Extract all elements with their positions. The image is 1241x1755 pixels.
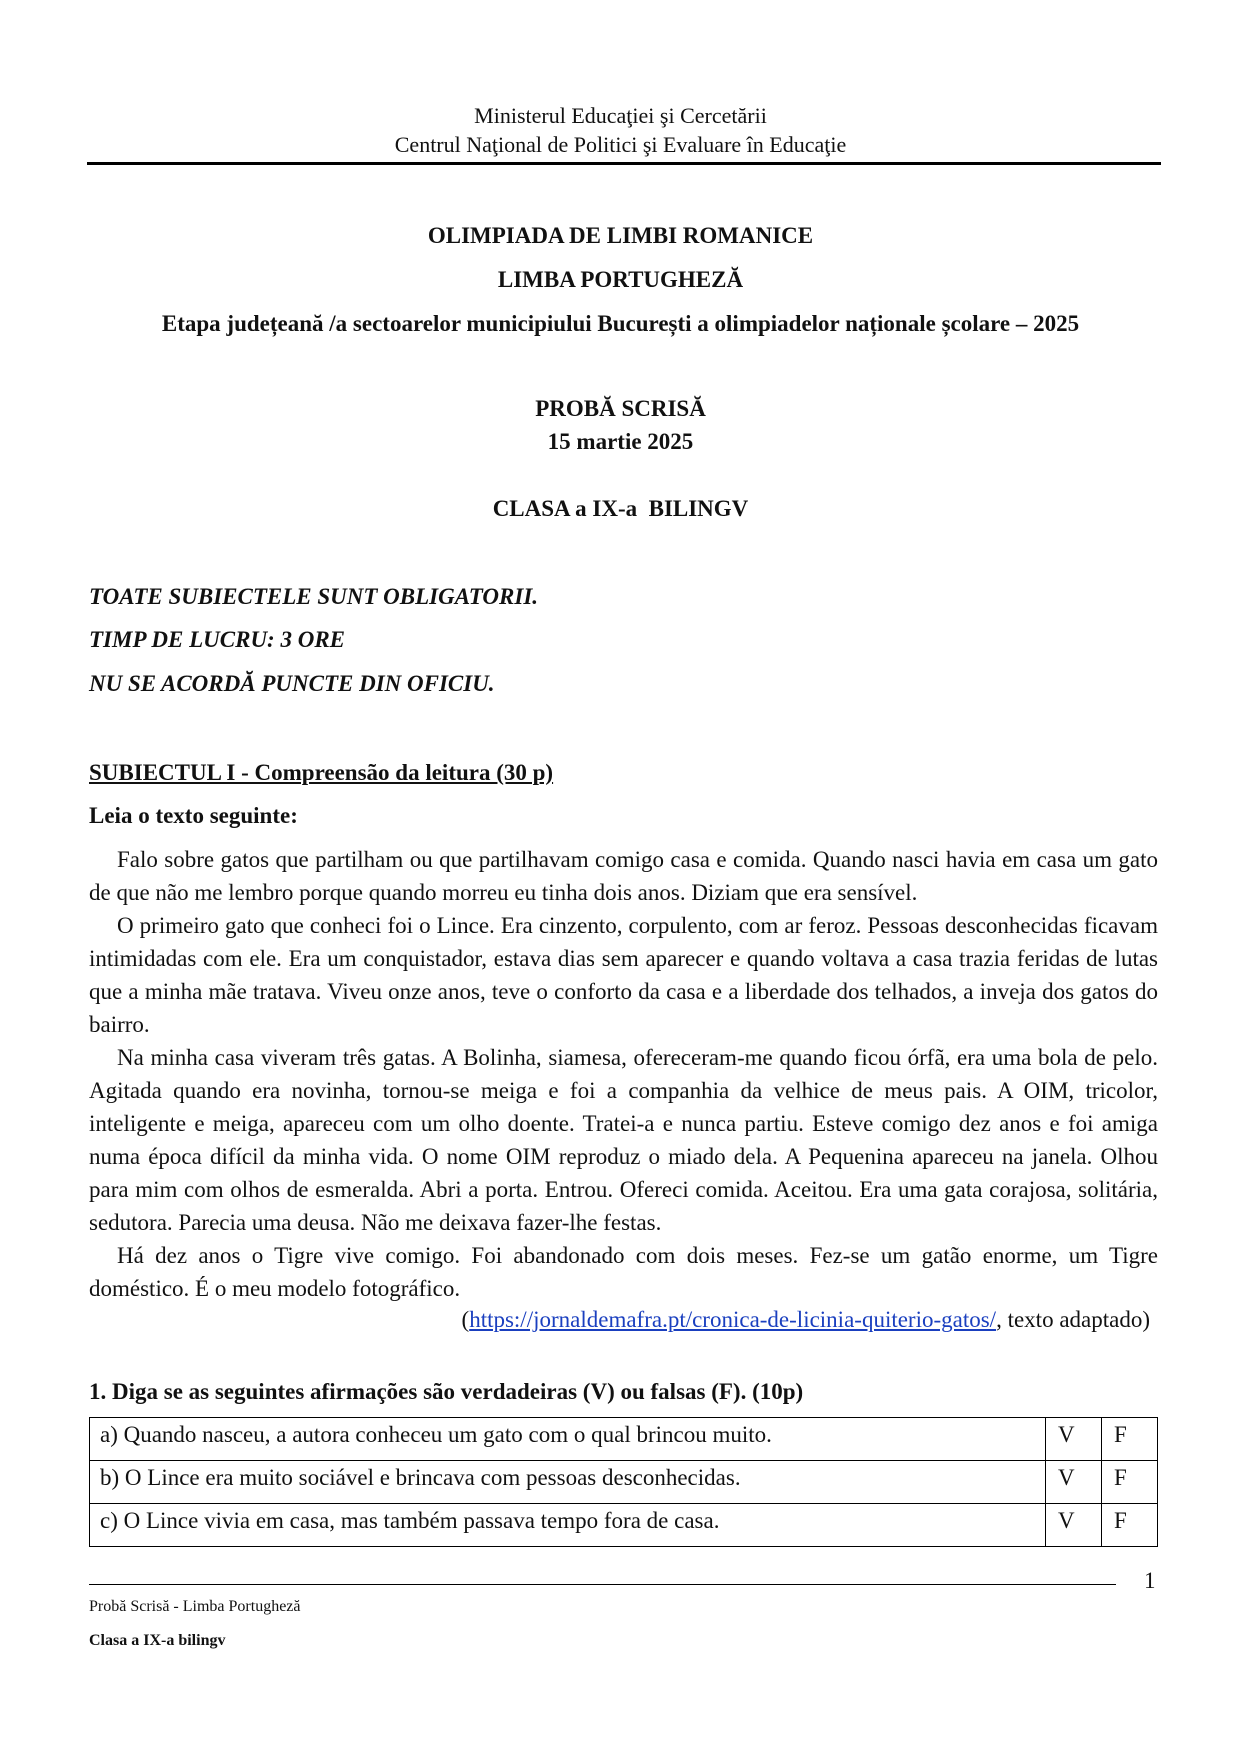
footer-divider xyxy=(89,1584,1116,1585)
reading-text xyxy=(89,843,1158,1305)
option-false[interactable]: F xyxy=(1102,1418,1158,1461)
olympiad-title: OLIMPIADA DE LIMBI ROMANICE xyxy=(427,223,814,248)
stage-title: Etapa județeană /a sectoarelor municipiului București a olimpiadelor naționale școlare – 2025 xyxy=(161,311,1080,336)
language-title: LIMBA PORTUGHEZĂ xyxy=(497,267,744,292)
header-divider xyxy=(87,162,1161,165)
footer-exam: Probă Scrisă - Limba Portugheză xyxy=(89,1598,301,1615)
source-link[interactable]: https://jornaldemafra.pt/cronica-de-licinia-quiterio-gatos/ xyxy=(469,1307,997,1332)
table-row xyxy=(90,1461,1158,1504)
source-open: ( xyxy=(461,1307,470,1332)
class-title: CLASA a IX-a BILINGV xyxy=(492,496,749,521)
paragraph: Na minha casa viveram três gatas. A Bolinha, siamesa, ofereceram-me quando ficou órfã, era uma bola de pelo. Agitada quando era novinha, tornou-se meiga e foi a companhia da velhice de meus pais. A OIM, tricolor, inteligente e meiga, apareceu com um olho doente. Tratei-a e nunca partiu. Esteve comigo dez anos e foi amiga numa época difícil da minha vida. O nome OIM reproduz o miado dela. A Pequenina apareceu na janela. Olhou para mim com olhos de esmeralda. Abri a porta. Entrou. Ofereci comida. Aceitou. Era uma gata corajosa, solitária, sedutora. Parecia uma deusa. Não me deixava fazer-lhe festas. xyxy=(89,1045,1158,1235)
center-name: Centrul Naţional de Politici şi Evaluare în Educaţie xyxy=(394,132,847,157)
ministry-name: Ministerul Educaţiei şi Cercetării xyxy=(474,103,767,128)
true-false-table xyxy=(89,1417,1158,1547)
exam-type: PROBĂ SCRISĂ xyxy=(535,396,706,421)
rule-points: NU SE ACORDĂ PUNCTE DIN OFICIU. xyxy=(89,671,495,696)
rule-mandatory: TOATE SUBIECTELE SUNT OBLIGATORII. xyxy=(89,584,539,609)
table-row xyxy=(90,1504,1158,1547)
rule-time: TIMP DE LUCRU: 3 ORE xyxy=(89,627,345,652)
question-1-title: 1. Diga se as seguintes afirmações são verdadeiras (V) ou falsas (F). (10p) xyxy=(89,1379,804,1404)
page-number: 1 xyxy=(1144,1568,1156,1593)
option-true[interactable]: V xyxy=(1046,1418,1102,1461)
table-row xyxy=(90,1418,1158,1461)
paragraph: O primeiro gato que conheci foi o Lince. Era cinzento, corpulento, com ar feroz. Pessoas desconhecidas ficavam intimidadas com ele. Era um conquistador, estava dias sem aparecer e quando voltava a casa trazia feridas de lutas que a minha mãe tratava. Viveu onze anos, teve o conforto da casa e a liberdade dos telhados, a inveja dos gatos do bairro. xyxy=(89,913,1158,1037)
footer-class: Clasa a IX-a bilingv xyxy=(89,1632,226,1649)
option-true[interactable]: V xyxy=(1046,1504,1102,1547)
statement-cell: a) Quando nasceu, a autora conheceu um gato com o qual brincou muito. xyxy=(90,1418,1046,1461)
paragraph: Há dez anos o Tigre vive comigo. Foi abandonado com dois meses. Fez-se um gatão enorme, um Tigre doméstico. É o meu modelo fotográfico. xyxy=(89,1243,1158,1301)
reading-instruction: Leia o texto seguinte: xyxy=(89,803,298,828)
option-false[interactable]: F xyxy=(1102,1461,1158,1504)
option-true[interactable]: V xyxy=(1046,1461,1102,1504)
source-tail: , texto adaptado) xyxy=(996,1307,1150,1332)
exam-date: 15 martie 2025 xyxy=(547,429,694,454)
source-citation xyxy=(462,1307,1150,1333)
statement-cell: c) O Lince vivia em casa, mas também passava tempo fora de casa. xyxy=(90,1504,1046,1547)
paragraph: Falo sobre gatos que partilham ou que partilhavam comigo casa e comida. Quando nasci havia em casa um gato de que não me lembro porque quando morreu eu tinha dois anos. Diziam que era sensível. xyxy=(89,847,1158,905)
statement-cell: b) O Lince era muito sociável e brincava com pessoas desconhecidas. xyxy=(90,1461,1046,1504)
section-title: SUBIECTUL I - Compreensão da leitura (30 p) xyxy=(89,760,554,785)
option-false[interactable]: F xyxy=(1102,1504,1158,1547)
